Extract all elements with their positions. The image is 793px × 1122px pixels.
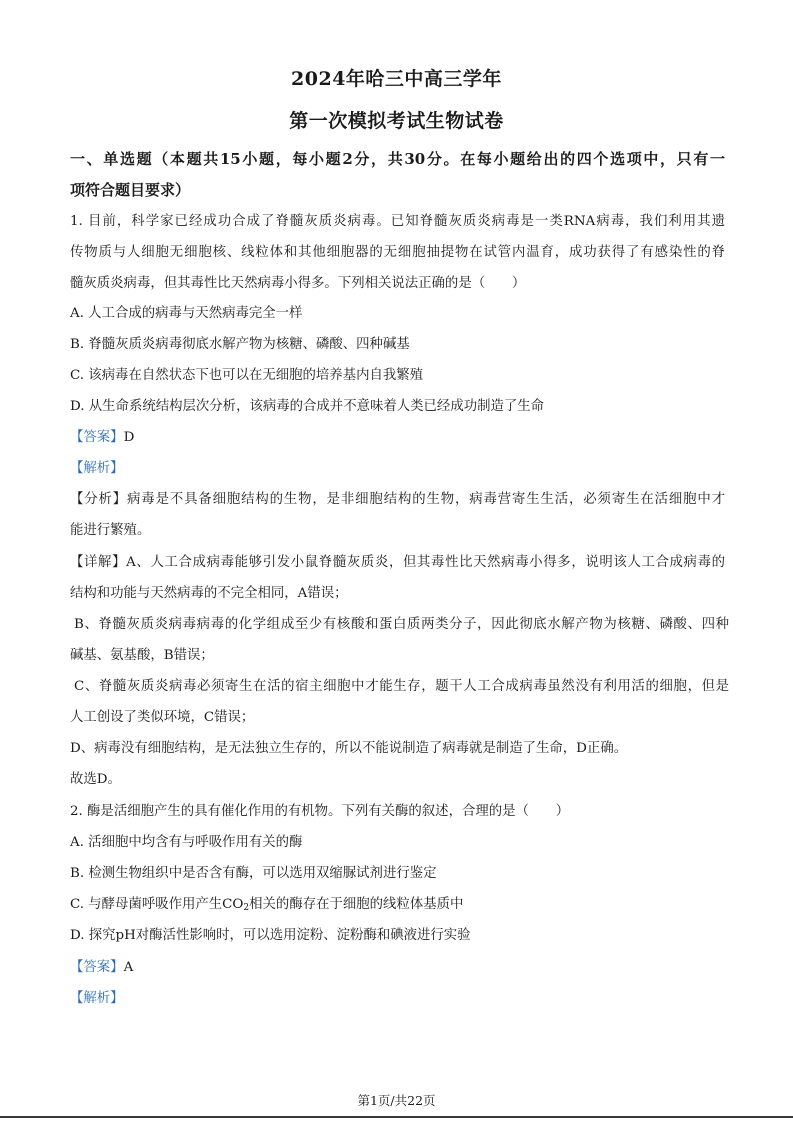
q1-detail-line2: 结构和功能与天然病毒的不完全相同，A错误； (70, 586, 348, 601)
q1-option-a: A. 人工合成的病毒与天然病毒完全一样 (70, 306, 303, 321)
q1-detail-line6: 人工创设了类似环境，C错误； (70, 710, 255, 725)
section-heading-line2: 项符合题目要求） (70, 181, 191, 199)
q1-detail-line7: D、病毒没有细胞结构，是无法独立生存的，所以不能说制造了病毒就是制造了生命，D正确。 (70, 741, 628, 756)
q2-stem: 2. 酶是活细胞产生的具有催化作用的有机物。下列有关酶的叙述，合理的是（ ） (70, 804, 570, 819)
q2-answer (70, 958, 725, 978)
q1-stem-line1: 1. 目前，科学家已经成功合成了脊髓灰质炎病毒。已知脊髓灰质炎病毒是一类RNA病毒，我们利用其遗 (70, 214, 725, 229)
q1-detail-line1 (70, 553, 725, 573)
q2-option-b: B. 检测生物组织中是否含有酶，可以选用双缩脲试剂进行鉴定 (70, 866, 437, 881)
q1-analysis-heading (70, 459, 725, 479)
q1-stem-line2: 传物质与人细胞无细胞核、线粒体和其他细胞器的无细胞抽提物在试管内温育，成功获得了有感染性的脊 (70, 245, 725, 260)
q1-detail-line3: B、脊髓灰质炎病毒病毒的化学组成至少有核酸和蛋白质两类分子，因此彻底水解产物为核糖、磷酸、四种 (74, 617, 729, 632)
fenxi-tag: 【分析】 (70, 492, 128, 507)
exam-title-line1: 2024年哈三中高三学年 (291, 68, 502, 90)
xiangjie-tag: 【详解】 (70, 555, 127, 570)
exam-title-line2: 第一次模拟考试生物试卷 (289, 110, 504, 132)
analysis-tag: 【解析】 (70, 461, 124, 476)
q1-detail-line5: C、脊髓灰质炎病毒必须寄生在活的宿主细胞中才能生存，题干人工合成病毒虽然没有利用活的细胞，但是 (74, 679, 729, 694)
q1-fenxi-line1 (70, 490, 725, 510)
q2-option-c-post: 相关的酶存在于细胞的线粒体基质中 (249, 897, 464, 912)
co2-subscript: 2 (243, 903, 250, 913)
q1-option-c: C. 该病毒在自然状态下也可以在无细胞的培养基内自我繁殖 (70, 368, 424, 383)
q1-fenxi-line2: 能进行繁殖。 (70, 523, 151, 538)
q2-option-c-pre: C. 与酵母菌呼吸作用产生CO (70, 897, 244, 912)
q1-option-b: B. 脊髓灰质炎病毒彻底水解产物为核糖、磷酸、四种碱基 (70, 337, 410, 352)
answer-value: A (123, 960, 134, 975)
analysis-tag: 【解析】 (70, 991, 124, 1006)
answer-tag: 【答案】 (70, 430, 124, 445)
q1-conclusion: 故选D。 (70, 772, 121, 787)
q2-option-a: A. 活细胞中均含有与呼吸作用有关的酶 (70, 835, 303, 850)
q1-detail-line4: 碱基、氨基酸，B错误； (70, 648, 214, 663)
section-heading-line1: 一、单选题（本题共15小题，每小题2分，共30分。在每小题给出的四个选项中，只有一 (70, 150, 725, 168)
page-number: 第1页/共22页 (357, 1093, 436, 1108)
answer-value: D (123, 430, 135, 445)
answer-tag: 【答案】 (70, 960, 124, 975)
q1-option-d: D. 从生命系统结构层次分析，该病毒的合成并不意味着人类已经成功制造了生命 (70, 399, 545, 414)
q1-stem-line3: 髓灰质炎病毒，但其毒性比天然病毒小得多。下列相关说法正确的是（ ） (70, 276, 526, 291)
fenxi-text: 病毒是不具备细胞结构的生物，是非细胞结构的生物，病毒营寄生生活，必须寄生在活细胞中才 (127, 492, 726, 507)
q2-option-d: D. 探究pH对酶活性影响时，可以选用淀粉、淀粉酶和碘液进行实验 (70, 928, 471, 943)
footer-divider (0, 1116, 793, 1118)
q2-option-c (70, 895, 725, 918)
detail-text: A、人工合成病毒能够引发小鼠脊髓灰质炎，但其毒性比天然病毒小得多，说明该人工合成病毒的 (126, 555, 726, 570)
q2-analysis-heading (70, 989, 725, 1009)
q1-answer (70, 428, 725, 448)
